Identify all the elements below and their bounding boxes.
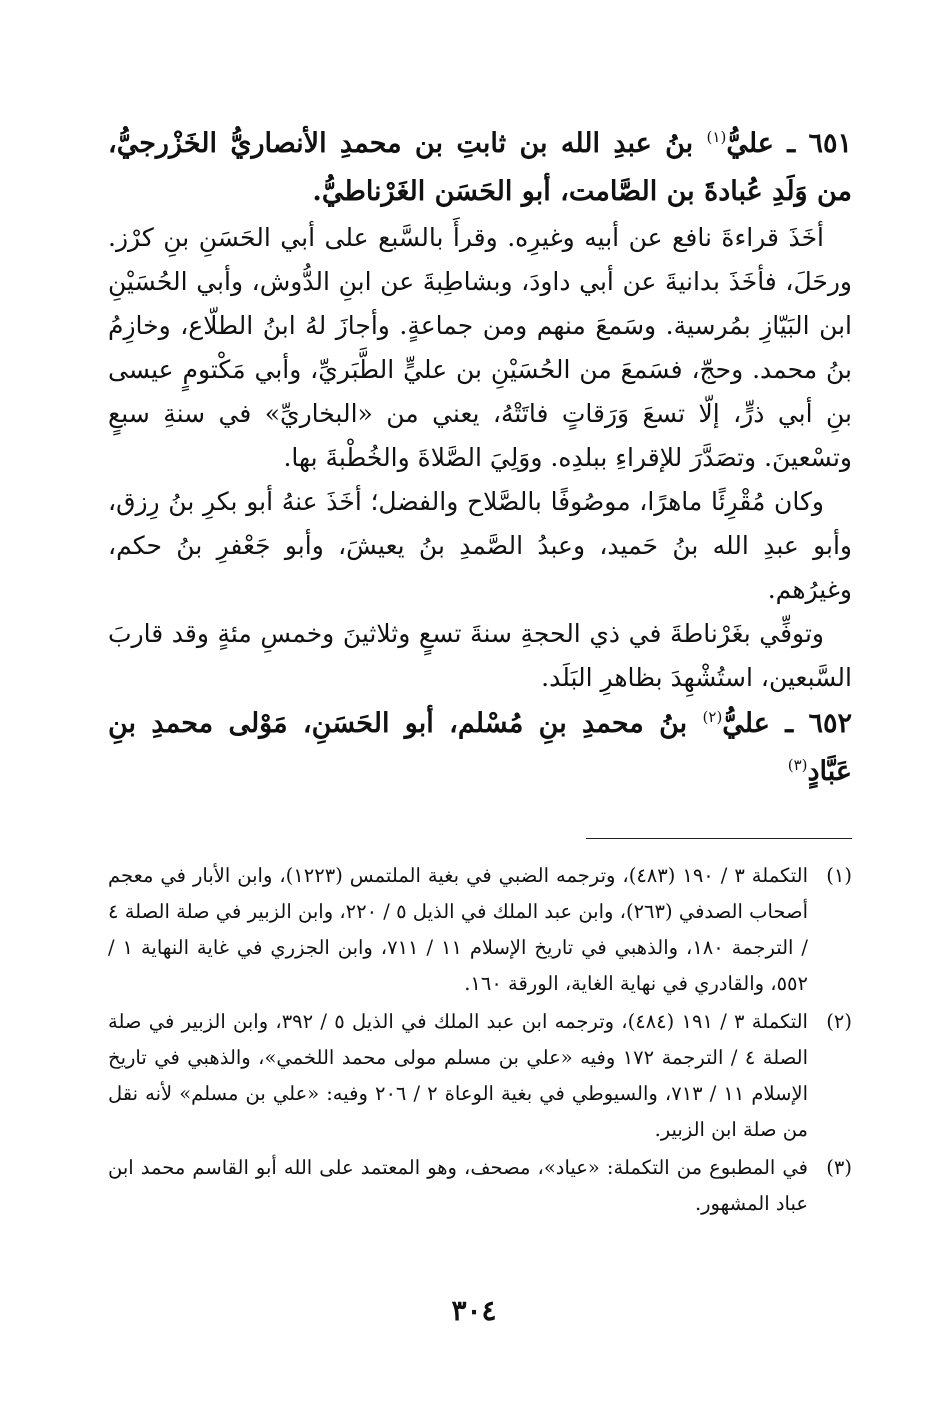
footnote bbox=[108, 1150, 852, 1222]
footnote-number: (١) bbox=[826, 864, 852, 887]
entry-number: ٦٥١ ـ bbox=[787, 128, 852, 159]
entry-name: عليُّ bbox=[722, 708, 770, 739]
paragraph: أخَذَ قراءةَ نافع عن أبيه وغيرِه. وقرأَ بالسَّبع على أبي الحَسَنِ بنِ كرْز. ورحَلَ، فأخَذَ بدانيةَ عن أبي داودَ، وبشاطِبةَ عن ابنِ الدُّوش، وأبي الحُسَيْنِ ابن البَيّازِ بمُرسية. وسَمعَ منهم ومن جماعةٍ. وأجازَ لهُ ابنُ الطلّاع، وخازِمُ بنُ محمد. وحجّ، فسَمعَ من الحُسَيْنِ بن عليٍّ الطَّبَريِّ، وأبي مَكْتومٍ عيسى بنِ أبي ذرٍّ، إلّا تسعَ وَرَقاتٍ فاتَتْهُ، يعني من «البخاريِّ» في سنةِ سبعٍ وتسْعينَ. وتصَدَّرَ للإقراءِ ببلدِه. ووَلِيَ الصَّلاةَ والخُطْبةَ بها. bbox=[108, 223, 852, 472]
footnote-text: التكملة ٣ / ١٩١ (٤٨٤)، وترجمه ابن عبد الملك في الذيل ٥ / ٣٩٢، وابن الزبير في صلة الصلة ٤ / الترجمة ١٧٢ وفيه «علي بن مسلم مولى محمد اللخمي»، والذهبي في تاريخ الإسلام ١١ / ٧١٣، والسيوطي في بغية الوعاة ٢ / ٢٠٦ وفيه: «علي بن مسلم» لأنه نقل من صلة ابن الزبير. bbox=[108, 1010, 809, 1141]
footnote-marker[interactable]: (٢) bbox=[702, 708, 723, 726]
footnote bbox=[108, 858, 852, 1002]
entry-heading-651 bbox=[108, 120, 852, 216]
main-text bbox=[108, 120, 852, 796]
page-number: ٣٠٤ bbox=[451, 1294, 497, 1327]
entry-number: ٦٥٢ ـ bbox=[785, 708, 852, 739]
footnote bbox=[108, 1004, 852, 1148]
entry-heading-652 bbox=[108, 700, 852, 796]
entry-heading-text: بنُ محمدِ بنِ مُسْلم، أبو الحَسَنِ، مَوْلى محمدِ بنِ عَبَّادٍ bbox=[108, 708, 852, 787]
footnote-marker[interactable]: (١) bbox=[706, 128, 727, 146]
footnote-divider bbox=[586, 838, 852, 839]
paragraph: وكان مُقْرِئًا ماهرًا، موصُوفًا بالصَّلاح والفضل؛ أخَذَ عنهُ أبو بكرِ بنُ رِزق، وأبو عبدِ الله بنُ حَميد، وعبدُ الصَّمدِ بنُ يعيشَ، وأبو جَعْفرِ بنُ حكم، وغيرُهم. bbox=[108, 487, 852, 604]
footnote-number: (٣) bbox=[826, 1156, 852, 1179]
footnote-number: (٢) bbox=[826, 1010, 852, 1033]
footnote-text: في المطبوع من التكملة: «عياد»، مصحف، وهو المعتمد على الله أبو القاسم محمد ابن عباد المشهور. bbox=[108, 1156, 808, 1215]
paragraph: وتوفِّي بغَرْناطةَ في ذي الحجةِ سنةَ تسعٍ وثلاثينَ وخمسِ مئةٍ وقد قاربَ السَّبعين، استُشْهِدَ بظاهرِ البَلَد. bbox=[108, 619, 852, 692]
entry-heading-text: بنُ عبدِ الله بن ثابتِ بن محمدِ الأنصاريُّ الخَزْرجيُّ، من وَلَدِ عُبادةَ بن الصَّامت، أبو الحَسَن الغَرْناطيُّ. bbox=[108, 128, 852, 207]
footnote-marker[interactable]: (٣) bbox=[787, 756, 808, 774]
entry-name: عليُّ bbox=[726, 128, 774, 159]
footnote-text: التكملة ٣ / ١٩٠ (٤٨٣)، وترجمه الضبي في بغية الملتمس (١٢٢٣)، وابن الأبار في معجم أصحاب الصدفي (٢٦٣)، وابن عبد الملك في الذيل ٥ / ٢٢٠، وابن الزبير في صلة الصلة ٤ / الترجمة ١٨٠، والذهبي في تاريخ الإسلام ١١ / ٧١١، وابن الجزري في غاية النهاية ١ / ٥٥٢، والقادري في نهاية الغاية، الورقة ١٦٠. bbox=[108, 864, 808, 995]
footnotes bbox=[108, 858, 852, 1224]
